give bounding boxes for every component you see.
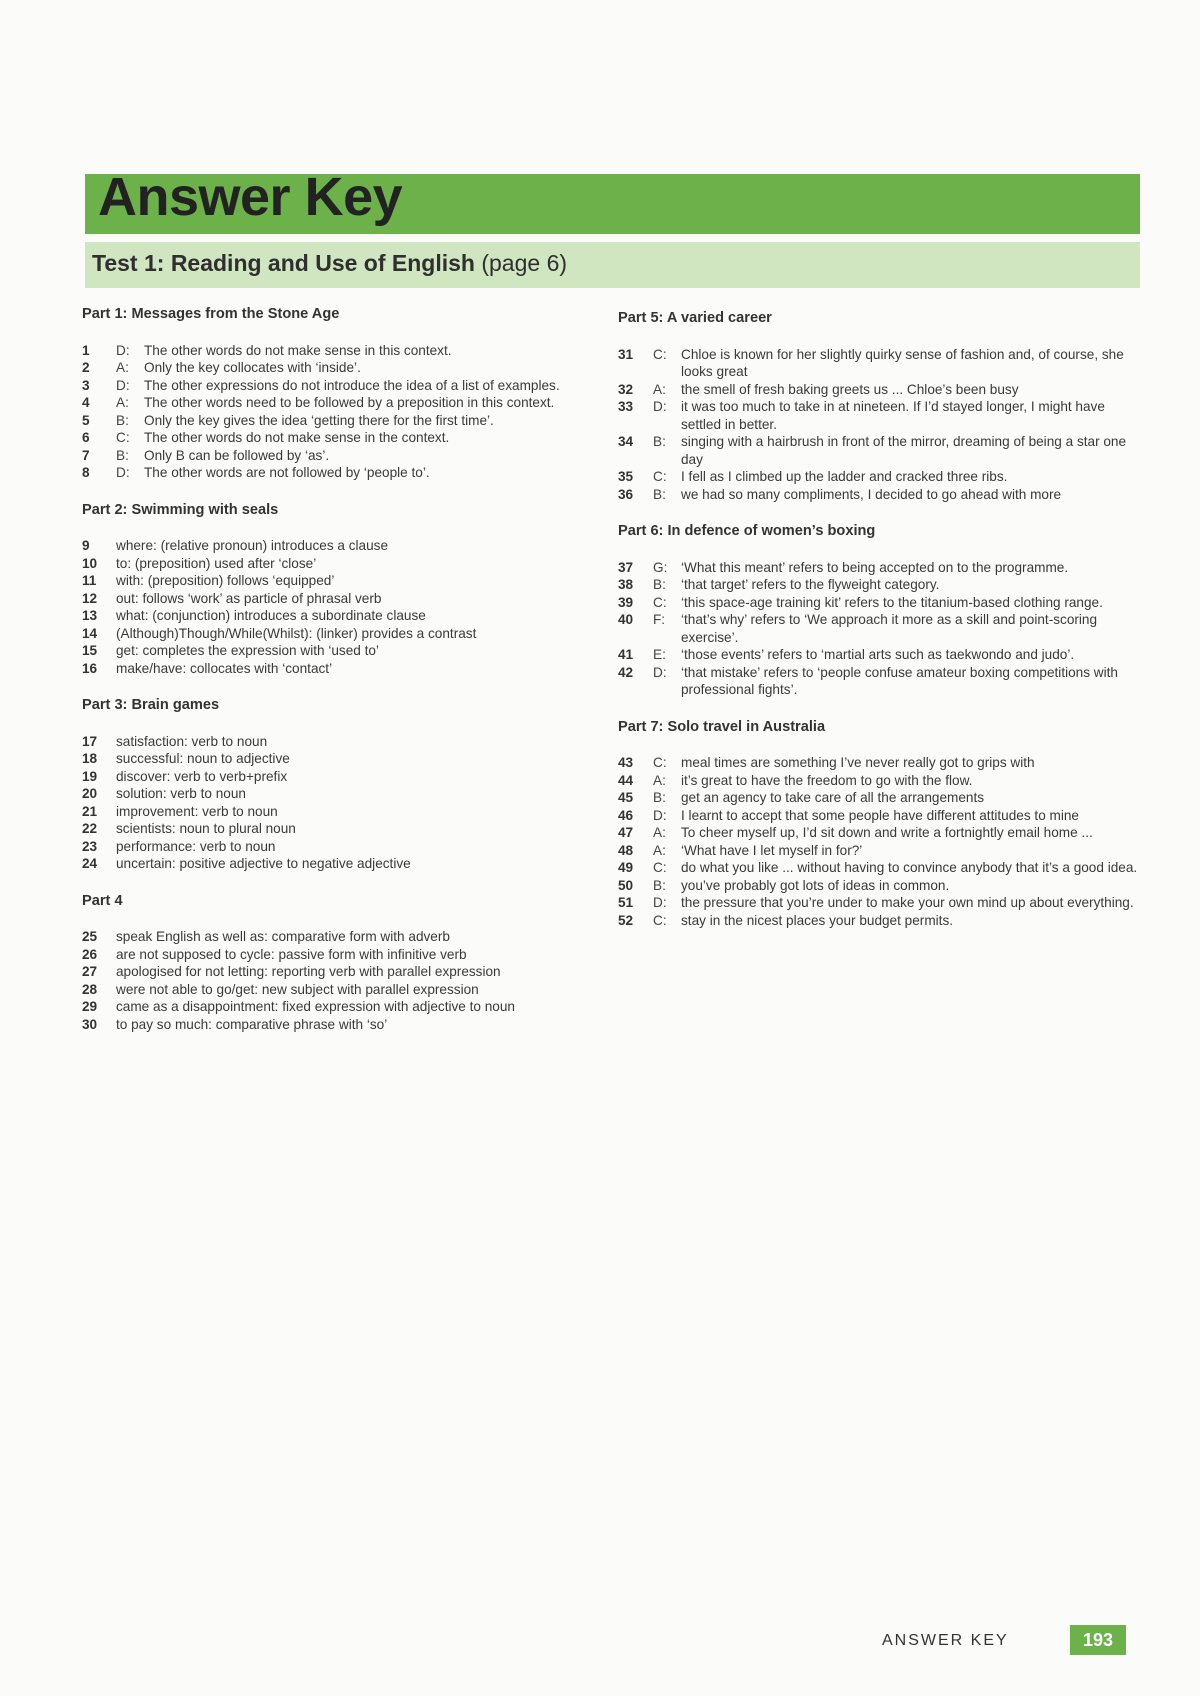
answer-item — [618, 646, 1138, 664]
answer-item — [82, 607, 592, 625]
answer-item — [618, 912, 1138, 930]
question-number: 12 — [82, 590, 98, 606]
answer-letter: D: — [653, 399, 667, 414]
answer-item — [82, 342, 592, 360]
answer-item — [82, 855, 592, 873]
answer-explanation: we had so many compliments, I decided to go ahead with more — [681, 486, 1062, 502]
answer-explanation: The other expressions do not introduce the idea of a list of examples. — [144, 377, 560, 393]
answer-item — [82, 768, 592, 786]
answer-item — [618, 346, 1138, 381]
answer-letter: D: — [653, 664, 667, 680]
answer-explanation: I learnt to accept that some people have different attitudes to mine — [681, 807, 1079, 823]
left-column — [82, 306, 592, 1053]
answer-letter: C: — [653, 912, 667, 928]
question-number: 3 — [82, 377, 90, 393]
answer-explanation: get an agency to take care of all the arrangements — [681, 790, 985, 805]
answer-letter: D: — [653, 895, 667, 910]
answer-explanation: The other words are not followed by ‘people to’. — [144, 465, 430, 480]
answer-explanation: speak English as well as: comparative form with adverb — [116, 929, 450, 944]
answer-explanation: to: (preposition) used after ‘close’ — [116, 555, 317, 571]
answer-explanation: apologised for not letting: reporting verb with parallel expression — [116, 964, 501, 979]
question-number: 35 — [618, 469, 634, 484]
answer-explanation: came as a disappointment: fixed expression with adjective to noun — [116, 999, 515, 1014]
question-number: 48 — [618, 842, 634, 858]
answer-explanation: it’s great to have the freedom to go with the flow. — [681, 772, 973, 788]
question-number: 6 — [82, 430, 90, 445]
question-number: 11 — [82, 573, 97, 588]
question-number: 37 — [618, 559, 634, 575]
answer-item — [82, 1016, 592, 1034]
answer-explanation: it was too much to take in at nineteen. If I’d stayed longer, I might have settled in better. — [681, 399, 1105, 432]
answer-explanation: Only the key collocates with ‘inside’. — [144, 360, 361, 375]
part-heading: Part 1: Messages from the Stone Age — [82, 306, 340, 322]
answer-explanation: ‘that mistake’ refers to ‘people confuse amateur boxing competitions with professional fights’. — [681, 664, 1118, 697]
answer-explanation: The other words do not make sense in this context. — [144, 342, 452, 358]
answer-item — [618, 789, 1138, 807]
question-number: 40 — [618, 612, 634, 627]
answer-item — [82, 785, 592, 803]
page-title: Answer Key — [98, 167, 403, 227]
answer-explanation: ‘What this meant’ refers to being accepted on to the programme. — [681, 559, 1069, 575]
answer-item — [618, 859, 1138, 877]
answer-explanation: The other words do not make sense in the context. — [144, 430, 450, 445]
answer-item — [82, 447, 592, 465]
answer-letter: E: — [653, 647, 666, 662]
answer-item — [618, 772, 1138, 790]
part-6 — [618, 523, 1138, 699]
section-title — [92, 250, 567, 277]
answer-letter: B: — [653, 877, 666, 893]
answer-letter: A: — [116, 360, 129, 375]
answer-letter: B: — [116, 412, 129, 428]
answer-item — [82, 838, 592, 856]
answer-letter: A: — [653, 772, 666, 788]
question-number: 51 — [618, 895, 634, 910]
answer-list — [618, 754, 1138, 929]
answer-item — [82, 981, 592, 999]
answer-item — [618, 754, 1138, 772]
answer-item — [82, 803, 592, 821]
question-number: 30 — [82, 1016, 98, 1032]
answer-item — [82, 377, 592, 395]
answer-explanation: (Although)Though/While(Whilst): (linker) provides a contrast — [116, 625, 477, 641]
answer-letter: C: — [653, 860, 667, 875]
answer-explanation: make/have: collocates with ‘contact’ — [116, 660, 333, 676]
section-title-text: Test 1: Reading and Use of English — [92, 250, 475, 276]
answer-item — [82, 963, 592, 981]
question-number: 14 — [82, 625, 98, 641]
answer-letter: A: — [116, 395, 129, 410]
answer-item — [82, 572, 592, 590]
question-number: 21 — [82, 803, 98, 819]
answer-letter: C: — [653, 755, 667, 770]
answer-explanation: stay in the nicest places your budget permits. — [681, 912, 954, 928]
answer-item — [618, 594, 1138, 612]
part-4 — [82, 893, 592, 1034]
answer-letter: B: — [653, 434, 666, 449]
answer-explanation: I fell as I climbed up the ladder and cracked three ribs. — [681, 469, 1008, 484]
question-number: 25 — [82, 929, 98, 944]
part-2 — [82, 502, 592, 678]
question-number: 41 — [618, 647, 634, 662]
question-number: 17 — [82, 733, 98, 749]
answer-letter: A: — [653, 825, 666, 840]
question-number: 10 — [82, 555, 98, 571]
part-heading: Part 7: Solo travel in Australia — [618, 718, 826, 735]
answer-explanation: ‘this space-age training kit’ refers to the titanium-based clothing range. — [681, 594, 1103, 610]
question-number: 13 — [82, 608, 98, 623]
answer-item — [82, 394, 592, 412]
answer-explanation: Only B can be followed by ‘as’. — [144, 447, 330, 463]
question-number: 31 — [618, 346, 634, 362]
answer-item — [82, 820, 592, 838]
question-number: 7 — [82, 447, 90, 463]
answer-explanation: The other words need to be followed by a preposition in this context. — [144, 395, 555, 410]
answer-explanation: solution: verb to noun — [116, 786, 246, 801]
answer-item — [82, 464, 592, 482]
answer-letter: D: — [116, 342, 130, 358]
question-number: 52 — [618, 912, 634, 928]
answer-item — [82, 537, 592, 555]
answer-explanation: discover: verb to verb+prefix — [116, 768, 288, 784]
answer-letter: B: — [653, 790, 666, 805]
answer-explanation: singing with a hairbrush in front of the mirror, dreaming of being a star one day — [681, 434, 1127, 467]
answer-item — [82, 928, 592, 946]
section-page-ref: (page 6) — [481, 250, 568, 276]
question-number: 18 — [82, 751, 98, 766]
answer-item — [82, 625, 592, 643]
question-number: 26 — [82, 946, 98, 962]
answer-explanation: ‘those events’ refers to ‘martial arts such as taekwondo and judo’. — [681, 647, 1075, 662]
right-column — [618, 310, 1138, 949]
question-number: 5 — [82, 412, 90, 428]
answer-item — [82, 429, 592, 447]
answer-explanation: to pay so much: comparative phrase with ‘so’ — [116, 1016, 388, 1032]
answer-item — [618, 486, 1138, 504]
question-number: 38 — [618, 577, 634, 592]
answer-letter: C: — [653, 469, 667, 484]
answer-item — [82, 590, 592, 608]
question-number: 45 — [618, 790, 634, 805]
part-heading: Part 3: Brain games — [82, 697, 220, 713]
answer-explanation: performance: verb to noun — [116, 838, 276, 854]
answer-explanation: you’ve probably got lots of ideas in common. — [681, 877, 950, 893]
answer-letter: D: — [653, 807, 667, 823]
answer-explanation: ‘that’s why’ refers to ‘We approach it more as a skill and point-scoring exercise’. — [681, 612, 1098, 645]
answer-item — [618, 824, 1138, 842]
footer-label: ANSWER KEY — [882, 1632, 1009, 1649]
answer-explanation: the pressure that you’re under to make your own mind up about everything. — [681, 895, 1134, 910]
answer-explanation: are not supposed to cycle: passive form with infinitive verb — [116, 946, 467, 962]
question-number: 20 — [82, 786, 98, 801]
answer-item — [82, 642, 592, 660]
part-heading: Part 2: Swimming with seals — [82, 501, 279, 518]
question-number: 43 — [618, 755, 634, 770]
answer-explanation: ‘that target’ refers to the flyweight category. — [681, 577, 940, 592]
answer-list — [82, 928, 592, 1033]
answer-item — [618, 433, 1138, 468]
answer-explanation: improvement: verb to noun — [116, 803, 278, 819]
answer-item — [618, 807, 1138, 825]
answer-item — [82, 412, 592, 430]
answer-item — [618, 664, 1138, 699]
answer-explanation: out: follows ‘work’ as particle of phrasal verb — [116, 590, 382, 606]
answer-explanation: To cheer myself up, I’d sit down and write a fortnightly email home ... — [681, 825, 1093, 840]
answer-item — [618, 468, 1138, 486]
question-number: 36 — [618, 486, 634, 502]
answer-item — [82, 733, 592, 751]
question-number: 46 — [618, 807, 634, 823]
question-number: 34 — [618, 434, 634, 449]
answer-item — [618, 381, 1138, 399]
question-number: 15 — [82, 643, 98, 658]
part-heading: Part 4 — [82, 892, 123, 909]
answer-explanation: successful: noun to adjective — [116, 751, 290, 766]
answer-item — [618, 611, 1138, 646]
answer-letter: D: — [116, 465, 130, 480]
answer-letter: B: — [116, 447, 129, 463]
answer-letter: A: — [653, 842, 666, 858]
answer-item — [82, 998, 592, 1016]
answer-list — [82, 537, 592, 677]
answer-item — [82, 750, 592, 768]
part-7 — [618, 719, 1138, 930]
question-number: 2 — [82, 360, 90, 375]
answer-explanation: the smell of fresh baking greets us ... Chloe’s been busy — [681, 381, 1019, 397]
answer-letter: F: — [653, 612, 666, 627]
answer-item — [82, 946, 592, 964]
question-number: 33 — [618, 399, 634, 414]
answer-item — [618, 877, 1138, 895]
answer-explanation: with: (preposition) follows ‘equipped’ — [116, 573, 335, 588]
question-number: 19 — [82, 768, 98, 784]
answer-item — [82, 359, 592, 377]
answer-item — [618, 894, 1138, 912]
answer-letter: B: — [653, 486, 666, 502]
answer-letter: C: — [116, 430, 130, 445]
question-number: 4 — [82, 395, 90, 410]
question-number: 50 — [618, 877, 634, 893]
question-number: 23 — [82, 838, 98, 854]
part-heading: Part 6: In defence of women’s boxing — [618, 523, 876, 539]
answer-explanation: were not able to go/get: new subject with parallel expression — [116, 981, 479, 997]
answer-explanation: uncertain: positive adjective to negative adjective — [116, 856, 411, 871]
answer-explanation: ‘What have I let myself in for?’ — [681, 842, 863, 858]
question-number: 28 — [82, 981, 98, 997]
answer-letter: A: — [653, 381, 666, 397]
answer-explanation: where: (relative pronoun) introduces a clause — [116, 538, 389, 553]
part-heading: Part 5: A varied career — [618, 310, 772, 326]
answer-letter: G: — [653, 559, 668, 575]
part-1 — [82, 306, 592, 482]
answer-item — [82, 555, 592, 573]
answer-list — [82, 342, 592, 482]
page-number: 193 — [1070, 1625, 1126, 1655]
answer-letter: C: — [653, 346, 667, 362]
question-number: 42 — [618, 664, 634, 680]
answer-explanation: satisfaction: verb to noun — [116, 733, 268, 749]
answer-item — [82, 660, 592, 678]
question-number: 39 — [618, 594, 634, 610]
answer-explanation: what: (conjunction) introduces a subordinate clause — [116, 608, 426, 623]
question-number: 9 — [82, 538, 90, 553]
question-number: 29 — [82, 999, 98, 1014]
part-3 — [82, 697, 592, 873]
answer-letter: C: — [653, 594, 667, 610]
question-number: 8 — [82, 465, 90, 480]
answer-item — [618, 559, 1138, 577]
answer-explanation: meal times are something I’ve never really got to grips with — [681, 755, 1035, 770]
question-number: 22 — [82, 821, 98, 836]
answer-explanation: do what you like ... without having to convince anybody that it’s a good idea. — [681, 860, 1138, 875]
answer-letter: D: — [116, 377, 130, 393]
answer-list — [618, 346, 1138, 504]
answer-item — [618, 842, 1138, 860]
answer-explanation: scientists: noun to plural noun — [116, 821, 296, 836]
answer-list — [618, 559, 1138, 699]
answer-letter: B: — [653, 577, 666, 592]
answer-explanation: get: completes the expression with ‘used to’ — [116, 643, 379, 658]
question-number: 27 — [82, 964, 98, 979]
answer-item — [618, 576, 1138, 594]
answer-explanation: Only the key gives the idea ‘getting there for the first time’. — [144, 412, 494, 428]
question-number: 49 — [618, 860, 634, 875]
question-number: 16 — [82, 660, 98, 676]
question-number: 44 — [618, 772, 634, 788]
question-number: 24 — [82, 856, 98, 871]
answer-explanation: Chloe is known for her slightly quirky sense of fashion and, of course, she looks great — [681, 346, 1124, 379]
answer-item — [618, 398, 1138, 433]
question-number: 32 — [618, 381, 634, 397]
part-5 — [618, 310, 1138, 503]
answer-list — [82, 733, 592, 873]
question-number: 1 — [82, 342, 90, 358]
question-number: 47 — [618, 825, 634, 840]
